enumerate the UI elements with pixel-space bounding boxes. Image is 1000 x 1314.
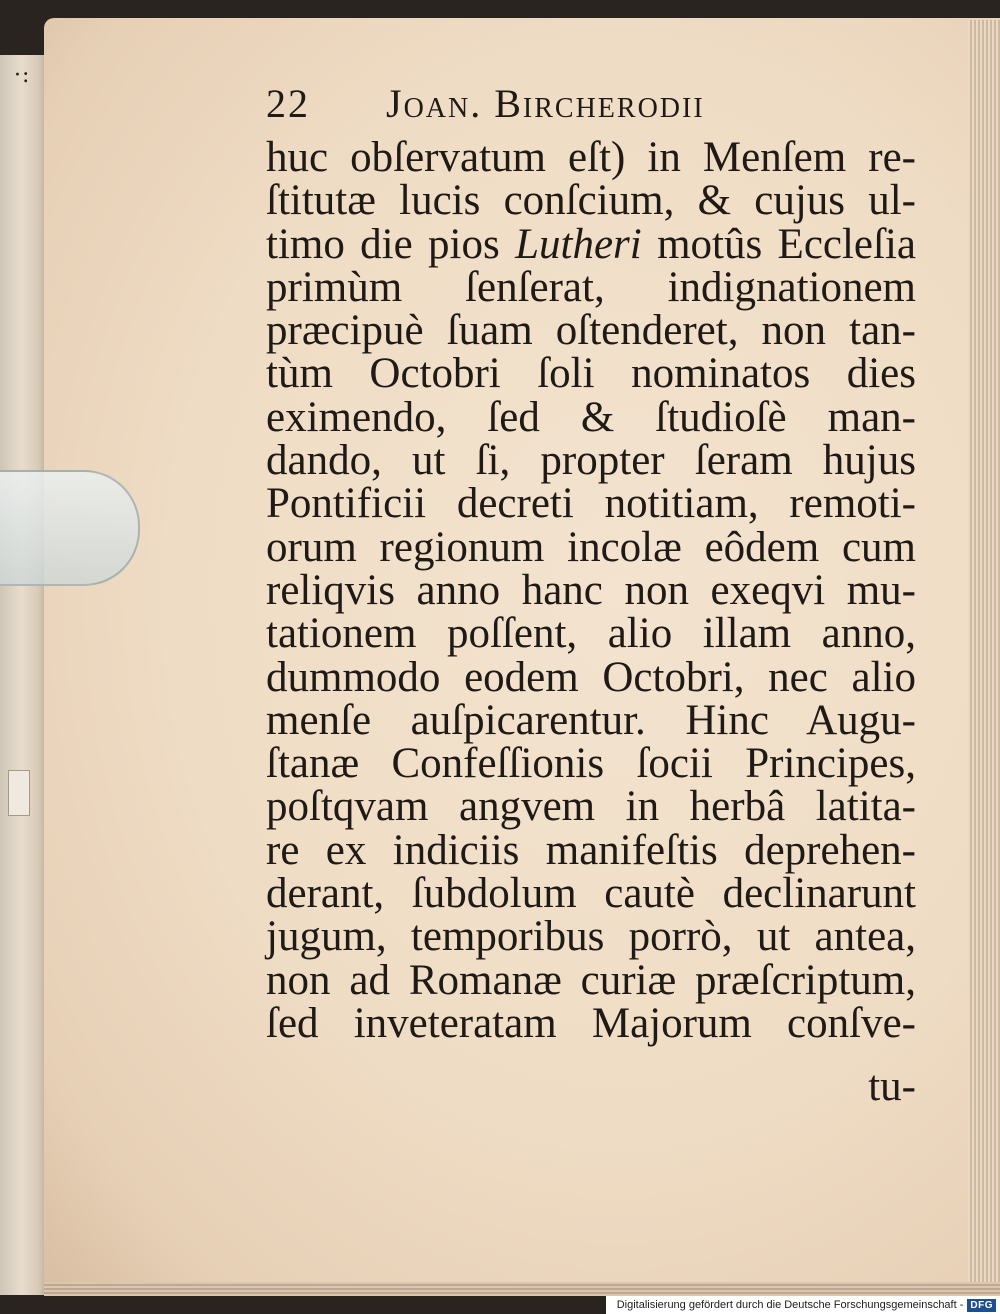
margin-marks: ·: [14, 63, 31, 88]
text-line: non ad Romanæ curiæ præſcriptum, [266, 956, 916, 1004]
text-line: re ex indiciis manifeſtis deprehen- [266, 826, 916, 874]
text-line: menſe auſpicarentur. Hinc Augu- [266, 696, 916, 744]
digitization-footer [606, 1296, 1000, 1314]
text-line: tùm Octobri ſoli nominatos dies [266, 350, 916, 398]
text-line: reliqvis anno hanc non exeqvi mu- [266, 566, 916, 614]
text-line: dando, ut ſi, propter ſeram hujus [266, 437, 916, 485]
text-line-start: timo die pios [266, 220, 500, 268]
running-title: Joan. Bircherodii [386, 81, 705, 126]
text-line-end: motûs Eccleſia [657, 220, 916, 268]
text-line: ſed inveteratam Majorum conſve- [266, 999, 916, 1047]
paper-tab [8, 770, 30, 816]
italic-name: Lutheri [515, 220, 642, 268]
text-line: orum regionum incolæ eôdem cum [266, 523, 916, 571]
running-head [266, 80, 916, 136]
page-fore-edge [968, 20, 1000, 1290]
text-line: eximendo, ſed & ſtudioſè man- [266, 393, 916, 441]
text-line: ſtitutæ lucis conſcium, & cujus ul- [266, 177, 916, 225]
text-line: Pontificii decreti notitiam, remoti- [266, 480, 916, 528]
page-number: 22 [266, 81, 310, 126]
text-line: præcipuè ſuam oſtenderet, non tan- [266, 307, 916, 355]
text-line: tationem poſſent, alio illam anno, [266, 610, 916, 658]
text-line: huc obſervatum eſt) in Menſem re- [266, 134, 916, 181]
left-page-edge [0, 55, 50, 1295]
dfg-logo-icon: DFG [967, 1299, 996, 1312]
page-bottom-edge [44, 1282, 1000, 1296]
catchword: tu- [868, 1063, 916, 1111]
text-line [266, 220, 916, 268]
text-line: dummodo eodem Octobri, nec alio [266, 653, 916, 701]
plastic-clip [0, 470, 140, 586]
page-text [266, 80, 916, 1113]
text-line: ſtanæ Confeſſionis ſocii Principes, [266, 740, 916, 788]
text-line: jugum, temporibus porrò, ut antea, [266, 913, 916, 961]
text-line: primùm ſenſerat, indignationem [266, 263, 916, 311]
footer-text: Digitalisierung gefördert durch die Deutsche Forschungsgemeinschaft - [616, 1299, 964, 1311]
text-line: derant, ſubdolum cautè declinarunt [266, 870, 916, 918]
text-line: poſtqvam angvem in herbâ latita- [266, 783, 916, 831]
